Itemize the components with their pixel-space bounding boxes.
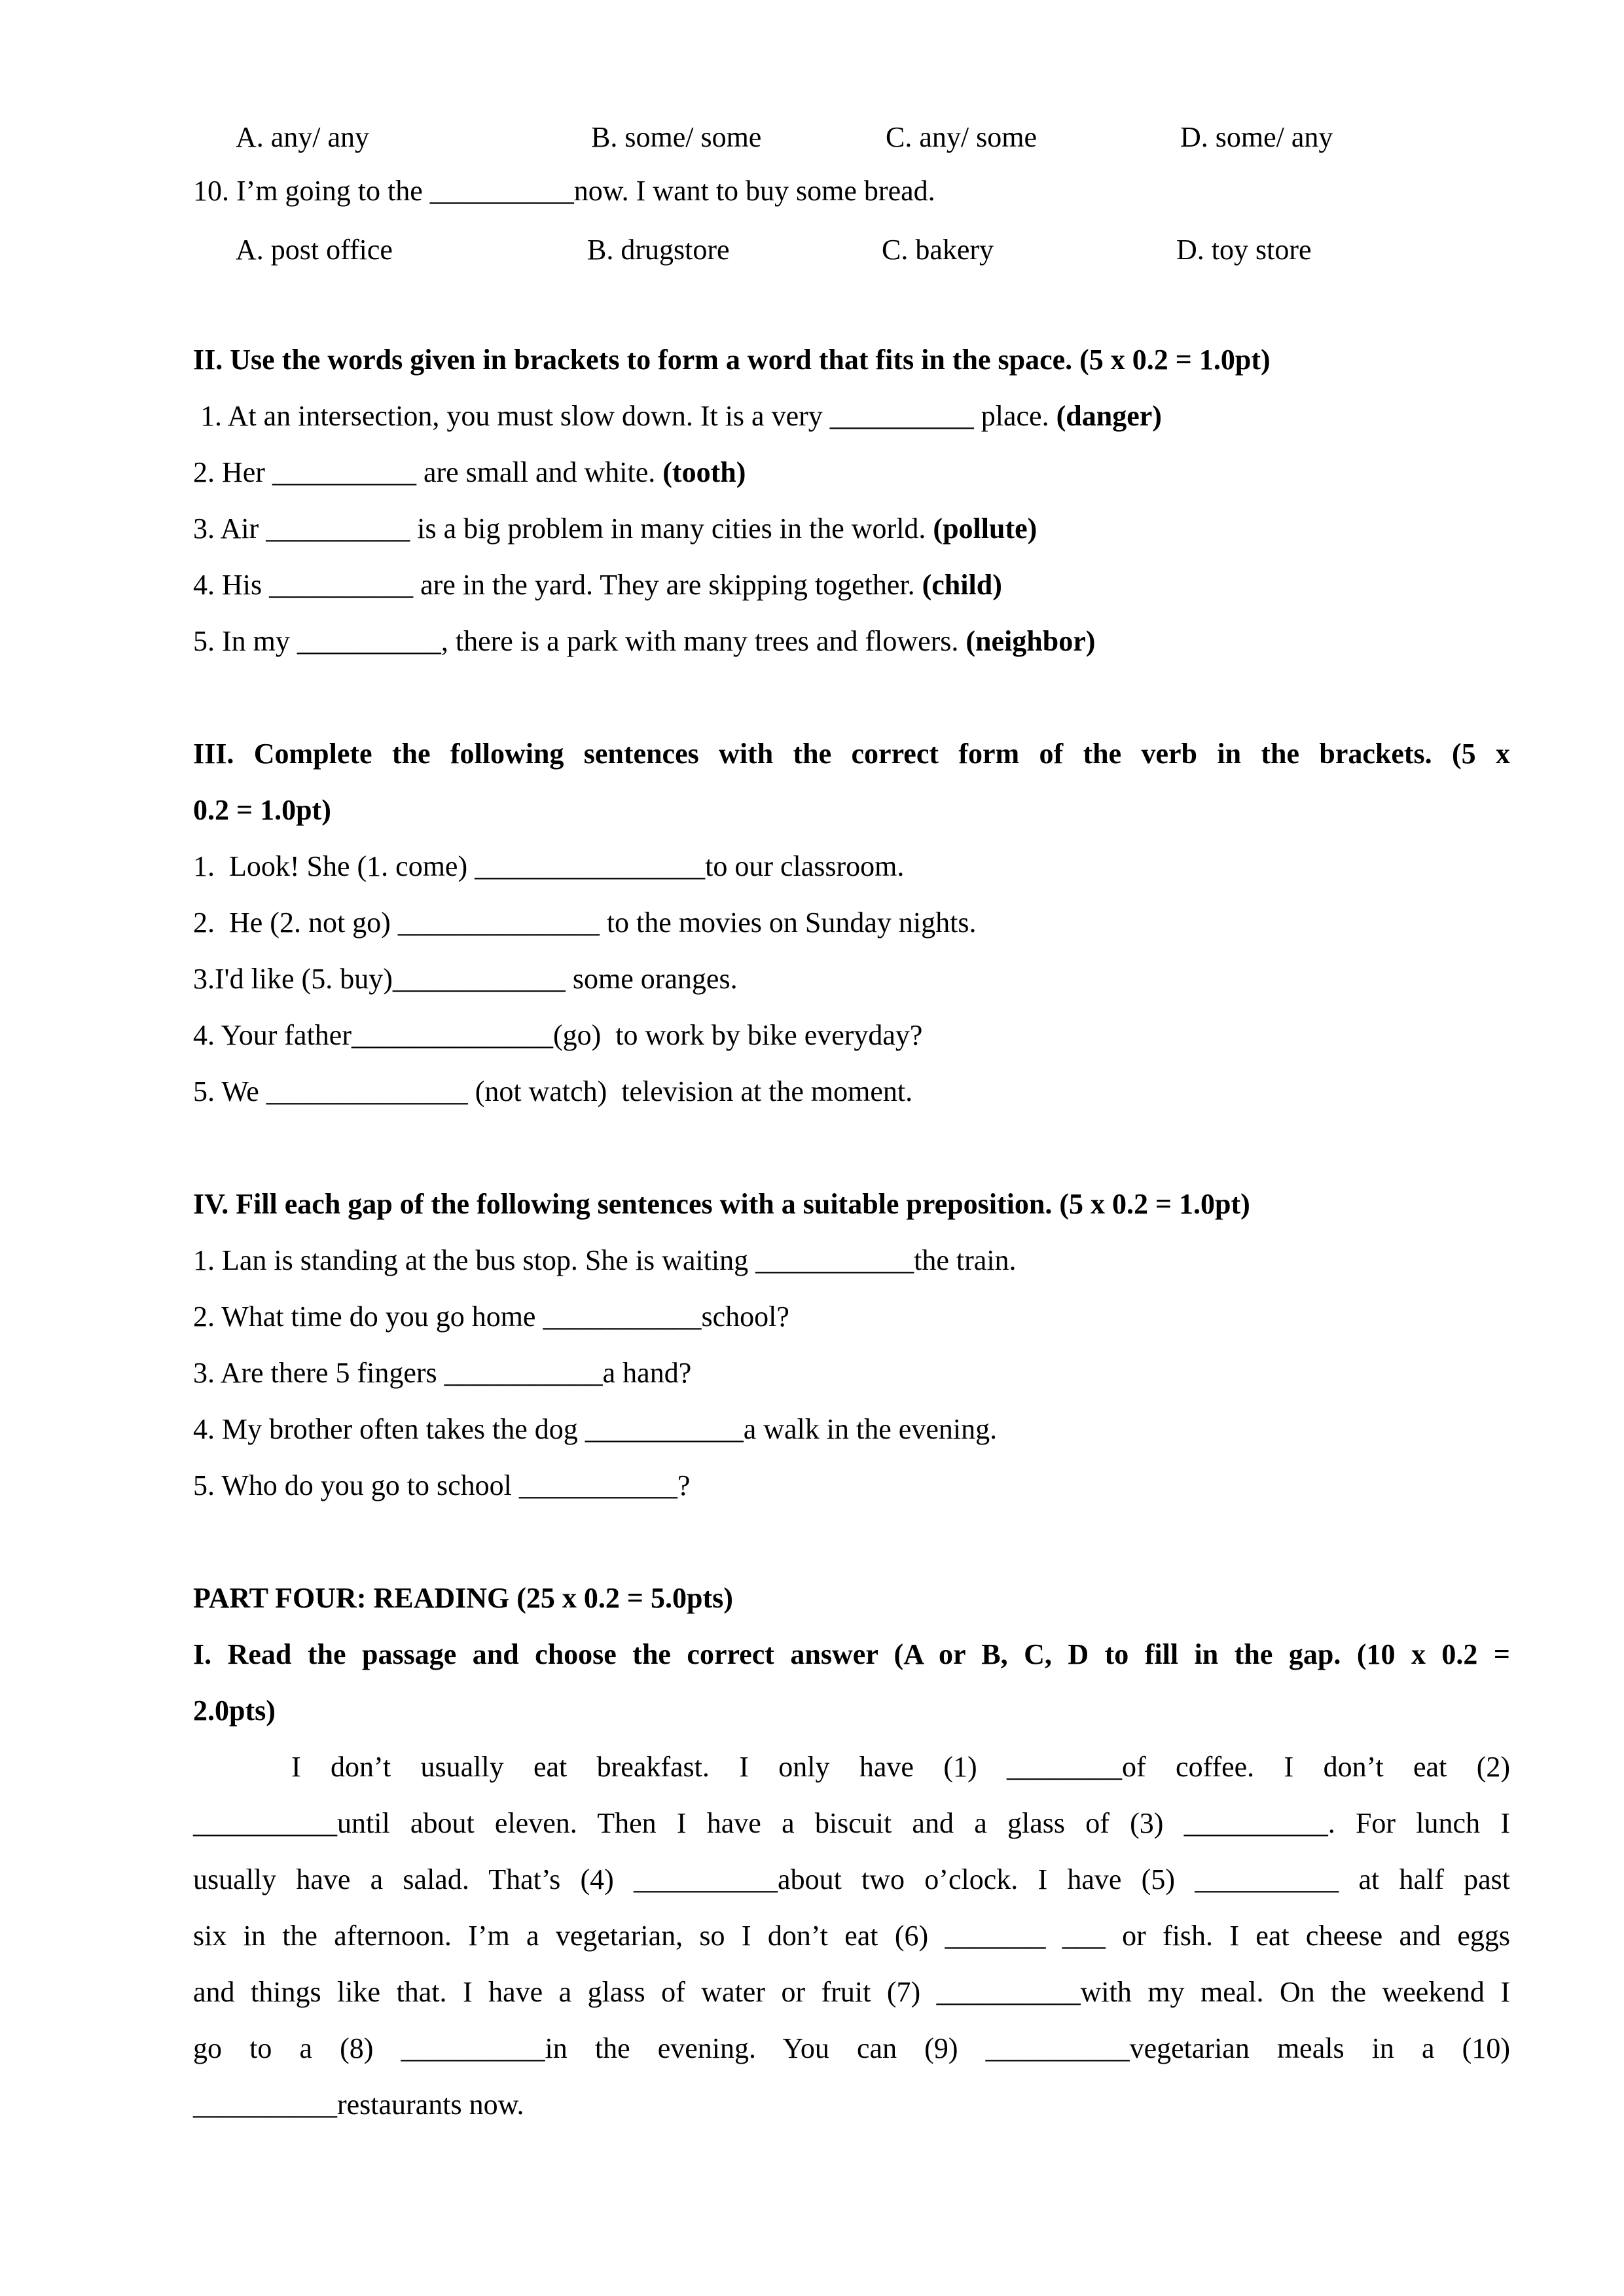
passage-line-5: and things like that. I have a glass of water or fruit (7) __________with my meal. On the weekend I bbox=[193, 1976, 1510, 2008]
passage-line-4: six in the afternoon. I’m a vegetarian, so I don’t eat (6) _______ ___ or fish. I eat cheese and eggs bbox=[193, 1920, 1510, 1952]
section2-item-5 bbox=[193, 627, 1095, 656]
section2-item-2 bbox=[193, 458, 746, 487]
section3-item-2: 2. He (2. not go) ______________ to the movies on Sunday nights. bbox=[193, 906, 977, 939]
section2-item-4-text: 4. His __________ are in the yard. They are skipping together. bbox=[193, 569, 922, 601]
q9-option-b: B. some/ some bbox=[591, 121, 762, 153]
q9-option-a: A. any/ any bbox=[236, 121, 370, 153]
passage-line-3: usually have a salad. That’s (4) __________about two o’clock. I have (5) __________ at half past bbox=[193, 1863, 1510, 1895]
section2-item-3 bbox=[193, 514, 1037, 543]
q10-option-c: C. bakery bbox=[882, 234, 994, 266]
section2-item-1-word: (danger) bbox=[1056, 400, 1162, 432]
section2-item-1-text: 1. At an intersection, you must slow down. It is a very __________ place. bbox=[193, 400, 1056, 432]
section2-item-2-word: (tooth) bbox=[662, 456, 746, 488]
q10-option-a: A. post office bbox=[236, 234, 393, 266]
section3-item-3: 3.I'd like (5. buy)____________ some oranges. bbox=[193, 963, 738, 995]
section4-item-4: 4. My brother often takes the dog ___________a walk in the evening. bbox=[193, 1413, 998, 1445]
section2-item-3-text: 3. Air __________ is a big problem in many cities in the world. bbox=[193, 512, 933, 545]
section3-item-4: 4. Your father______________(go) to work by bike everyday? bbox=[193, 1019, 923, 1051]
part4-heading: PART FOUR: READING (25 x 0.2 = 5.0pts) bbox=[193, 1582, 733, 1614]
section4-item-2: 2. What time do you go home ___________school? bbox=[193, 1300, 789, 1333]
q10-stem: 10. I’m going to the __________now. I want to buy some bread. bbox=[193, 175, 935, 207]
section2-heading: II. Use the words given in brackets to form a word that fits in the space. (5 x 0.2 = 1.0pt) bbox=[193, 344, 1271, 376]
section4-item-5: 5. Who do you go to school ___________? bbox=[193, 1469, 691, 1501]
section2-item-2-text: 2. Her __________ are small and white. bbox=[193, 456, 663, 488]
section3-item-5: 5. We ______________ (not watch) television at the moment. bbox=[193, 1075, 913, 1107]
part4-subheading-line1: I. Read the passage and choose the correct answer (A or B, C, D to fill in the gap. (10 x 0.2 = bbox=[193, 1638, 1510, 1670]
section4-item-1: 1. Lan is standing at the bus stop. She is waiting ___________the train. bbox=[193, 1244, 1017, 1276]
q10-option-d: D. toy store bbox=[1176, 234, 1312, 266]
section4-heading: IV. Fill each gap of the following sentences with a suitable preposition. (5 x 0.2 = 1.0pt) bbox=[193, 1188, 1250, 1220]
section2-item-5-word: (neighbor) bbox=[965, 625, 1096, 657]
section3-heading-line1: III. Complete the following sentences with the correct form of the verb in the brackets. (5 x bbox=[193, 738, 1510, 770]
q9-option-d: D. some/ any bbox=[1180, 121, 1333, 153]
section2-item-5-text: 5. In my __________, there is a park with many trees and flowers. bbox=[193, 625, 966, 657]
passage-line-2: __________until about eleven. Then I have a biscuit and a glass of (3) __________. For lunch I bbox=[193, 1807, 1510, 1839]
section2-item-1 bbox=[193, 402, 1162, 431]
part4-subheading-line2: 2.0pts) bbox=[193, 1695, 276, 1727]
section2-item-4 bbox=[193, 571, 1002, 600]
q9-option-c: C. any/ some bbox=[886, 121, 1037, 153]
passage-line-1: I don’t usually eat breakfast. I only have (1) ________of coffee. I don’t eat (2) bbox=[291, 1751, 1510, 1783]
section4-item-3: 3. Are there 5 fingers ___________a hand? bbox=[193, 1357, 692, 1389]
section2-item-4-word: (child) bbox=[922, 569, 1002, 601]
passage-line-7: __________restaurants now. bbox=[193, 2089, 524, 2121]
section3-item-1: 1. Look! She (1. come) ________________to our classroom. bbox=[193, 850, 905, 882]
passage-line-6: go to a (8) __________in the evening. You can (9) __________vegetarian meals in a (10) bbox=[193, 2032, 1510, 2064]
q10-option-b: B. drugstore bbox=[587, 234, 730, 266]
section2-item-3-word: (pollute) bbox=[933, 512, 1038, 545]
section3-heading-line2: 0.2 = 1.0pt) bbox=[193, 794, 331, 826]
